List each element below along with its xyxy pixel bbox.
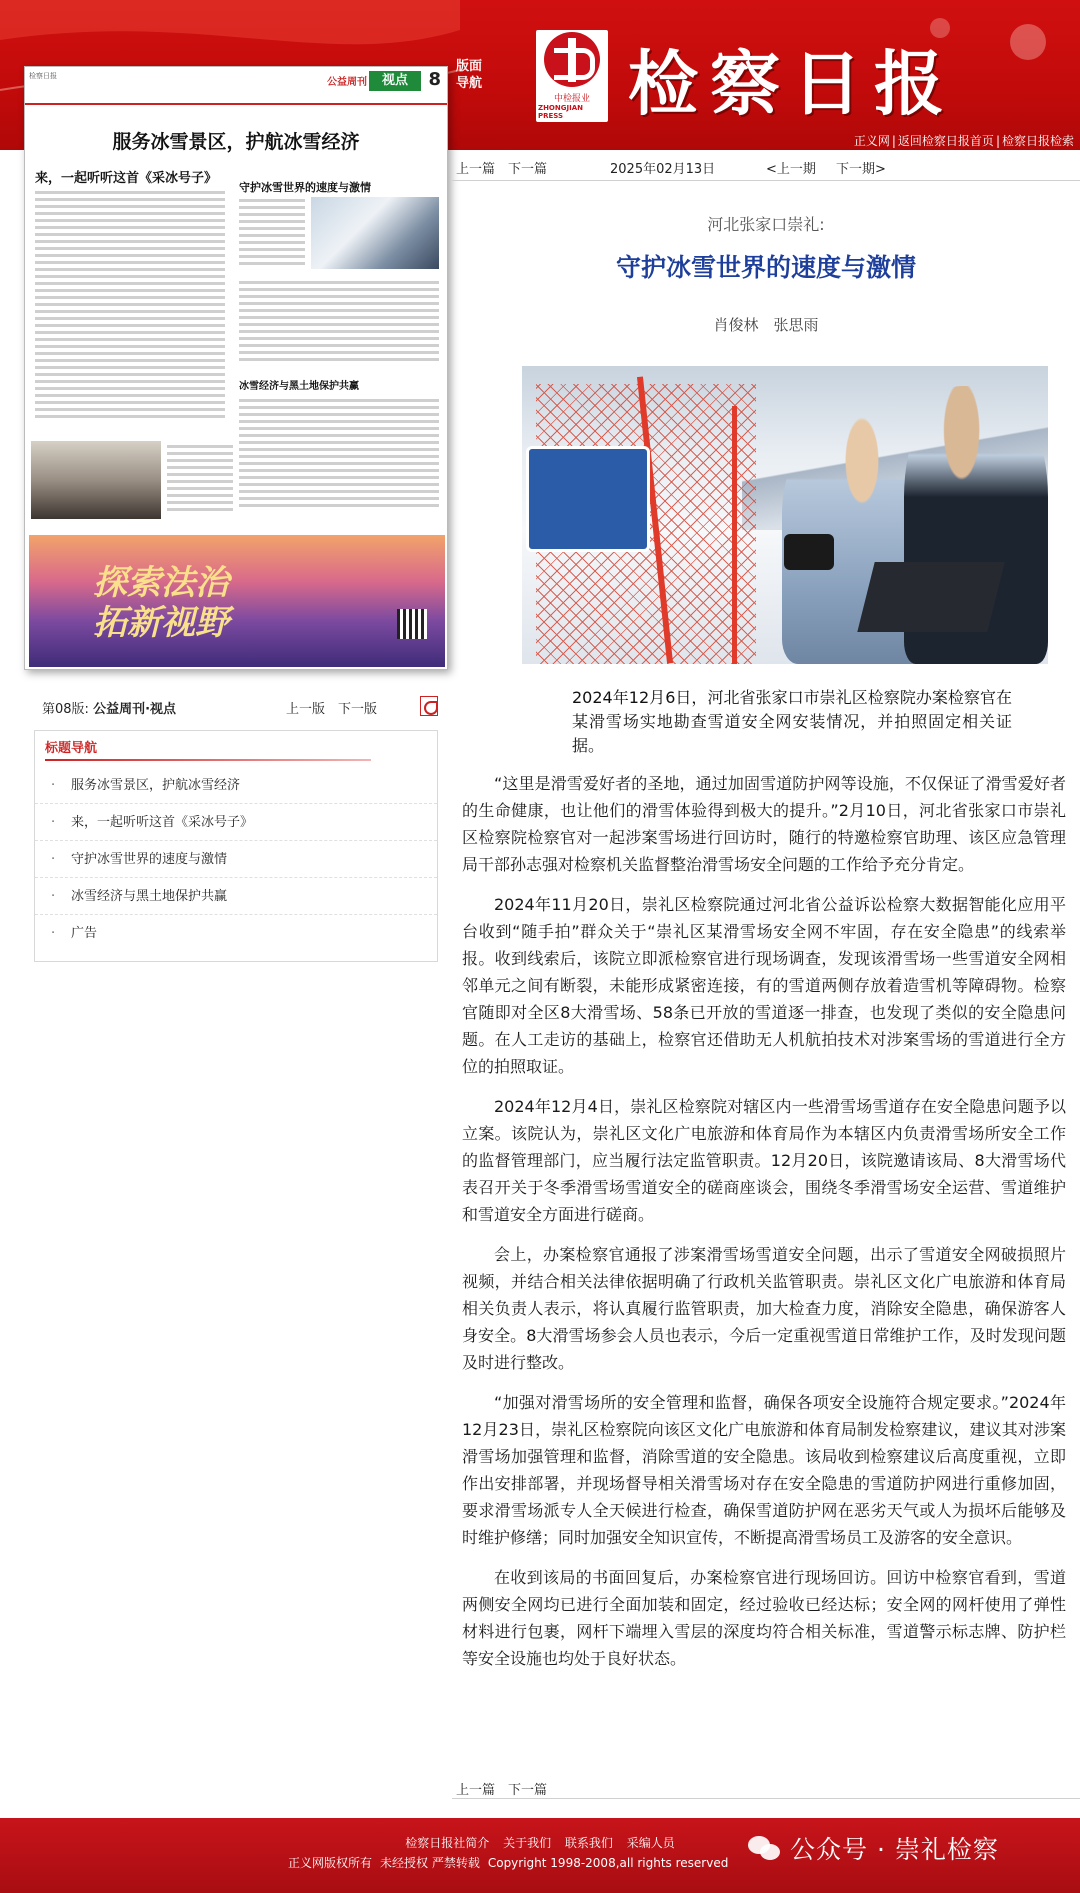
title-list <box>35 767 437 952</box>
divider <box>452 1798 1080 1799</box>
newspaper-page-thumbnail[interactable] <box>24 66 448 670</box>
heading-underline <box>45 759 371 761</box>
qr-code-icon <box>397 609 427 639</box>
press-logo <box>536 30 608 122</box>
thumbnail-text-block <box>239 399 439 511</box>
article-paragraph: “加强对滑雪场所的安全管理和监督，确保各项安全设施符合规定要求。”2024年12月23日，崇礼区检察院向该区文化广电旅游和体育局制发检察建议，建议其对涉案滑雪场加强管理和监督，消除雪道的安全隐患。该局收到检察建议后高度重视，立即作出安排部署，并现场督导相关滑雪场对存在安全隐患的雪道防护网进行重修加固，要求滑雪场派专人全天候进行检查，确保雪道防护网在恶劣天气或人为损坏后能够及时维护修缮；同时加强安全知识宣传，不断提高滑雪场员工及游客的安全意识。 <box>462 1393 1066 1547</box>
page-navigation <box>42 698 448 718</box>
footer-link-about-us[interactable]: 关于我们 <box>503 1836 552 1850</box>
article-paragraph: 在收到该局的书面回复后，办案检察官进行现场回访。回访中检察官看到，雪道两侧安全网均已进行全面加装和固定，经过验收已经达标；安全网的网杆使用了弹性材料进行包裹，网杆下端埋入雪层的深度均符合相关标准，雪道警示标志牌、防护栏等安全设施也均处于良好状态。 <box>462 1568 1066 1668</box>
thumbnail-page-number: 8 <box>428 69 441 90</box>
next-page-link[interactable]: 下一版 <box>338 702 378 717</box>
top-links: 正义网 | 返回检察日报首页 | 检察日报检索 <box>853 134 1074 148</box>
prev-page-link[interactable]: 上一版 <box>286 702 326 717</box>
thumbnail-article-3[interactable]: 冰雪经济与黑土地保护共赢 <box>239 381 359 392</box>
title-list-item[interactable]: · 来，一起听听这首《采冰号子》 <box>35 804 437 841</box>
footer-link-about-press[interactable]: 检察日报社简介 <box>405 1836 490 1850</box>
article-navigation <box>452 158 1080 178</box>
trail-sign <box>526 446 650 552</box>
camera-icon <box>784 534 834 570</box>
current-page-label: 第08版: 公益周刊·视点 <box>42 702 177 717</box>
prev-article-link-bottom[interactable]: 上一篇 <box>456 1783 496 1798</box>
article-title: 守护冰雪世界的速度与激情 <box>615 253 916 282</box>
thumbnail-badge: 视点 <box>369 71 421 91</box>
thumbnail-text-block <box>167 445 233 515</box>
photo-caption: 2024年12月6日，河北省张家口市崇礼区检察院办案检察官在某滑雪场实地勘查雪道安全网安装情况，并拍照固定相关证据。 <box>572 688 1012 755</box>
divider <box>452 180 1080 181</box>
thumbnail-article-1[interactable]: 来，一起听听这首《采冰号子》 <box>35 171 218 186</box>
prev-issue-link[interactable]: <上一期 <box>766 162 816 177</box>
link-home[interactable]: 返回检察日报首页 <box>897 134 994 148</box>
newspaper-title: 检察日报 <box>628 42 956 125</box>
title-list-item[interactable]: · 冰雪经济与黑土地保护共赢 <box>35 878 437 915</box>
thumbnail-photo <box>311 197 439 269</box>
title-navigation-panel <box>34 730 438 962</box>
press-logo-label-en: ZHONGJIAN PRESS <box>538 104 583 120</box>
thumbnail-header <box>25 67 447 105</box>
footer-link-editors[interactable]: 采编人员 <box>626 1836 675 1850</box>
footer-copyright: 正义网版权所有 未经授权 严禁转载 Copyright 1998-2008,all rights reserved <box>288 1856 729 1870</box>
ad-text: 探索法治 拓新视野 <box>93 563 229 643</box>
article-byline: 肖俊林 张思雨 <box>713 316 819 334</box>
footer <box>0 1818 1080 1893</box>
laptop-icon <box>857 562 1004 632</box>
footer-link-contact[interactable]: 联系我们 <box>564 1836 613 1850</box>
title-list-item[interactable]: · 守护冰雪世界的速度与激情 <box>35 841 437 878</box>
article-paragraph: 会上，办案检察官通报了涉案滑雪场雪道安全问题，出示了雪道安全网破损照片视频，并结合相关法律依据明确了行政机关监管职责。崇礼区文化广电旅游和体育局相关负责人表示，将认真履行监管职责，加大检查力度，消除安全隐患，确保游客人身安全。8大滑雪场参会人员也表示，今后一定重视雪道日常维护工作，及时发现问题及时进行整改。 <box>462 1245 1066 1372</box>
section-nav-label: 版面导航 <box>456 59 483 91</box>
thumbnail-headline[interactable]: 服务冰雪景区，护航冰雪经济 <box>112 131 360 153</box>
link-search[interactable]: 检察日报检索 <box>1001 134 1074 148</box>
article-kicker: 河北张家口崇礼: <box>707 215 825 234</box>
press-logo-icon <box>544 32 600 87</box>
thumbnail-text-block <box>239 281 439 365</box>
thumbnail-advertisement[interactable] <box>29 535 445 667</box>
thumbnail-photo <box>31 441 161 519</box>
wechat-icon <box>748 1834 782 1862</box>
article-paragraph: 2024年11月20日，崇礼区检察院通过河北省公益诉讼检察大数据智能化应用平台收到“随手拍”群众关于“崇礼区某滑雪场安全网不牢固，存在安全隐患”的线索举报。收到线索后，该院立即派检察官进行现场调查，发现该滑雪场一些雪道安全网相邻单元之间有断裂，未能形成紧密连接，有的雪道两侧存放着造雪机等障碍物。检察官随即对全区8大滑雪场、58条已开放的雪道逐一排查，也发现了类似的安全隐患问题。在人工走访的基础上，检察官还借助无人机航拍技术对涉案雪场的雪道进行全方位的拍照取证。 <box>462 895 1066 1076</box>
title-list-item[interactable]: · 服务冰雪景区，护航冰雪经济 <box>35 767 437 804</box>
watermark-text: 公众号 · 崇礼检察 <box>790 1835 999 1864</box>
article-photo <box>522 366 1048 664</box>
title-navigation-heading: 标题导航 <box>45 741 98 756</box>
next-article-link-bottom[interactable]: 下一篇 <box>508 1783 548 1798</box>
thumbnail-article-2[interactable]: 守护冰雪世界的速度与激情 <box>239 181 371 194</box>
pdf-icon[interactable] <box>420 696 438 716</box>
thumbnail-text-block <box>239 199 305 269</box>
wechat-watermark <box>748 1828 999 1868</box>
prev-article-link[interactable]: 上一篇 <box>456 162 496 177</box>
thumbnail-small-text: 检察日报 <box>29 72 57 80</box>
thumbnail-section: 公益周刊 <box>327 77 367 88</box>
article-paragraph: 2024年12月4日，崇礼区检察院对辖区内一些滑雪场雪道存在安全隐患问题予以立案。该院认为，崇礼区文化广电旅游和体育局作为本辖区内负责滑雪场所安全工作的监督管理部门，应当履行法定监管职责。12月20日，该院邀请该局、8大滑雪场代表召开关于冬季滑雪场雪道安全的磋商座谈会，围绕冬季滑雪场安全运营、雪道维护和雪道安全方面进行磋商。 <box>462 1097 1066 1224</box>
next-issue-link[interactable]: 下一期> <box>836 162 886 177</box>
article-body <box>462 770 1066 1685</box>
press-logo-label: 中检报业 <box>553 94 590 104</box>
title-list-item[interactable]: · 广告 <box>51 926 98 941</box>
next-article-link[interactable]: 下一篇 <box>508 162 548 177</box>
issue-date: 2025年02月13日 <box>610 162 716 177</box>
article-paragraph: “这里是滑雪爱好者的圣地，通过加固雪道防护网等设施，不仅保证了滑雪爱好者的生命健康，也让他们的滑雪体验得到极大的提升。”2月10日，河北省张家口市崇礼区检察院检察官对一起涉案雪场进行回访时，随行的特邀检察官助理、该区应急管理局干部孙志强对检察机关监督整治滑雪场安全问题的工作给予充分肯定。 <box>462 774 1066 874</box>
link-zhengyi[interactable]: 正义网 <box>853 134 890 148</box>
thumbnail-text-block <box>35 191 225 422</box>
